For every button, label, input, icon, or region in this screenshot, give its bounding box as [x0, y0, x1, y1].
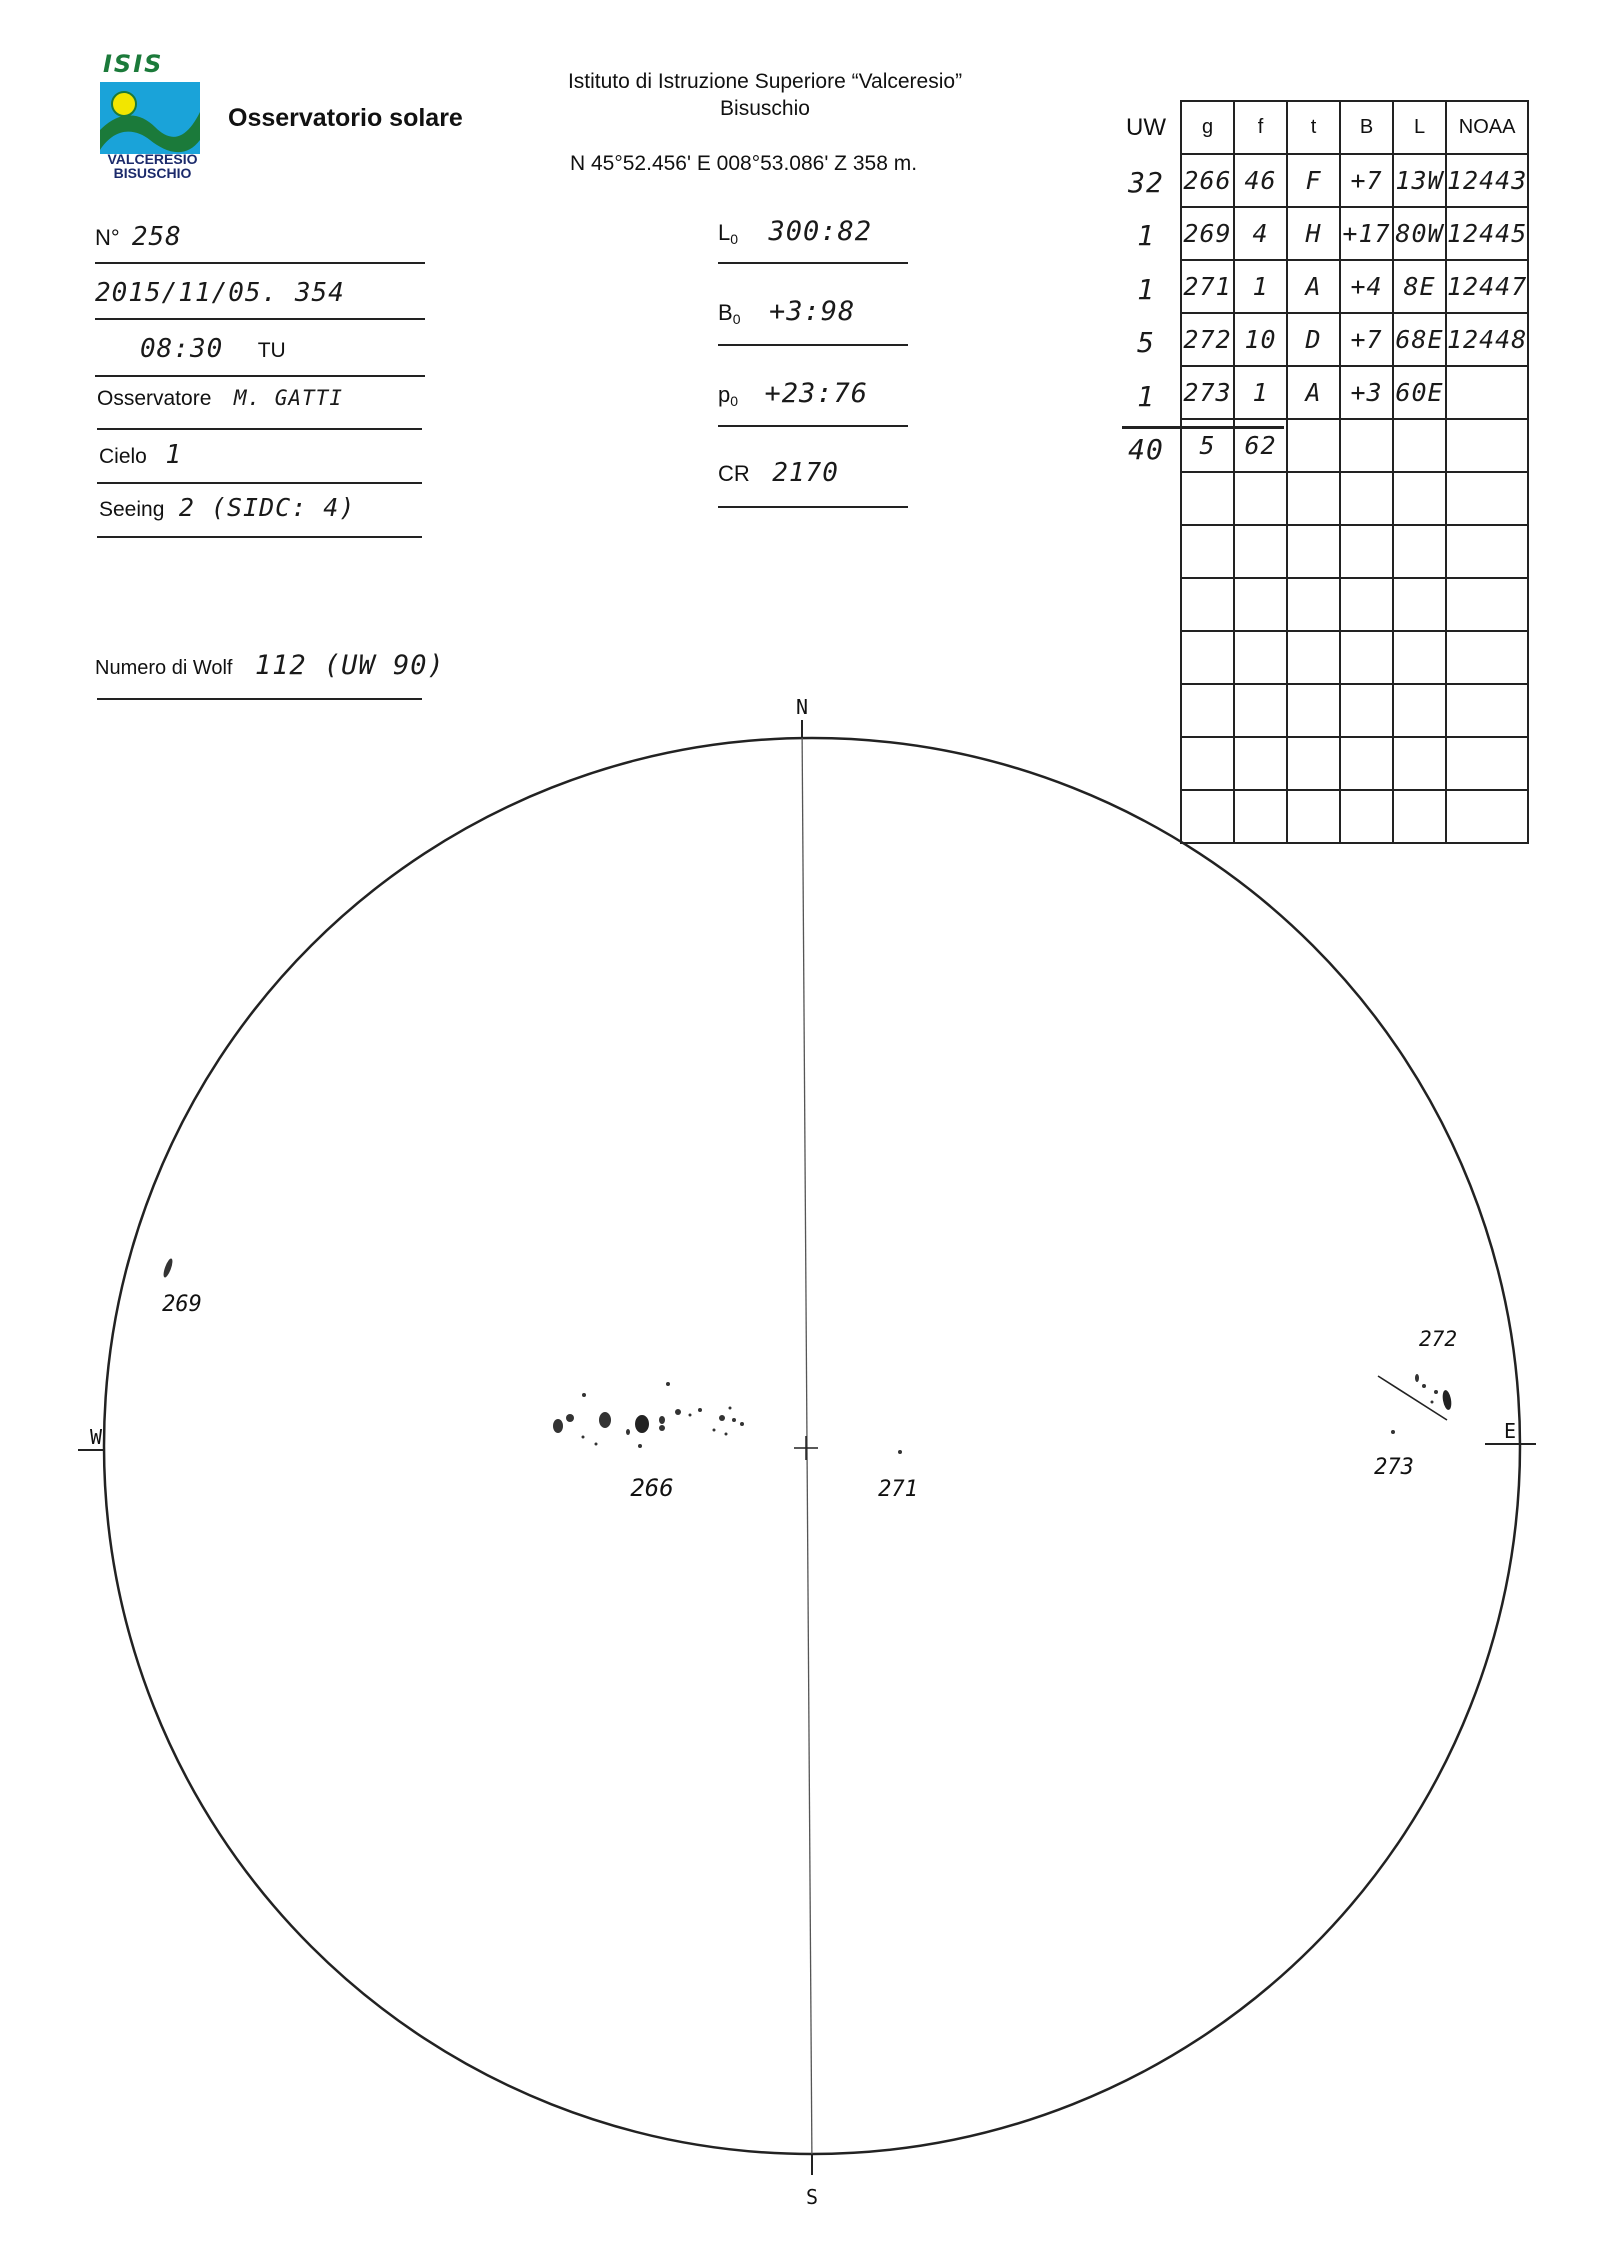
table-cell: 271 — [1181, 260, 1234, 313]
south-label: S — [805, 2185, 819, 2209]
table-cell: H — [1287, 207, 1340, 260]
p0-subscript: 0 — [730, 393, 739, 410]
sunspot-group-272 — [1415, 1374, 1453, 1411]
p0-label: p — [718, 382, 731, 407]
table-cell: 12447 — [1446, 260, 1528, 313]
p0-value: +23:76 — [764, 378, 869, 409]
l0-label: L — [718, 220, 731, 245]
observer-label: Osservatore — [97, 387, 212, 410]
group-label-269: 269 — [162, 1292, 202, 1317]
table-cell: 269 — [1181, 207, 1234, 260]
sunspot-group-271 — [898, 1450, 902, 1454]
east-label: E — [1503, 1419, 1517, 1443]
l0-subscript: 0 — [730, 231, 739, 248]
seeing-value: 2 (SIDC: 4) — [178, 493, 356, 522]
table-cell: A — [1287, 366, 1340, 419]
table-cell: 266 — [1181, 154, 1234, 207]
header-cell-g: g — [1181, 101, 1234, 154]
logo-caption-line-1: VALCERESIO — [107, 151, 198, 167]
table-cell: 46 — [1234, 154, 1287, 207]
table-cell: 12448 — [1446, 313, 1528, 366]
table-cell: 60E — [1393, 366, 1446, 419]
sky-label: Cielo — [99, 445, 147, 468]
observation-date: 2015/11/05. 354 — [95, 278, 345, 308]
observatory-title: Osservatorio solare — [228, 104, 463, 132]
table-cell: D — [1287, 313, 1340, 366]
central-meridian-line — [802, 720, 812, 2170]
table-cell: 272 — [1181, 313, 1234, 366]
header-cell-t: t — [1287, 101, 1340, 154]
table-cell: 1 — [1234, 366, 1287, 419]
table-cell: 8E — [1393, 260, 1446, 313]
table-cell: 10 — [1234, 313, 1287, 366]
table-cell: 68E — [1393, 313, 1446, 366]
uw-value: 1 — [1137, 272, 1155, 306]
group-label-271: 271 — [878, 1477, 918, 1502]
l0-value: 300:82 — [768, 216, 873, 247]
table-cell: +7 — [1340, 154, 1393, 207]
observer-value: M. GATTI — [233, 386, 343, 410]
b0-label: B — [718, 300, 733, 325]
observation-time-unit: TU — [257, 339, 286, 362]
seeing-label: Seeing — [99, 498, 165, 521]
group-272-axis-line — [1378, 1376, 1447, 1420]
solar-limb — [104, 738, 1520, 2154]
table-cell: 273 — [1181, 366, 1234, 419]
header-cell-f: f — [1234, 101, 1287, 154]
logo-wordmark: ISIS — [103, 50, 164, 78]
north-label: N — [795, 695, 809, 719]
wolf-number-label: Numero di Wolf — [95, 657, 233, 679]
uw-value: 5 — [1137, 326, 1155, 359]
table-cell: A — [1287, 260, 1340, 313]
b0-subscript: 0 — [732, 311, 741, 328]
table-cell: 4 — [1234, 207, 1287, 260]
group-label-266: 266 — [630, 1474, 674, 1502]
header-cell-noaa: NOAA — [1446, 101, 1528, 154]
table-cell: 80W — [1393, 207, 1446, 260]
carrington-rotation-value: 2170 — [772, 458, 839, 488]
uw-value: 1 — [1137, 219, 1155, 252]
table-cell: +7 — [1340, 313, 1393, 366]
school-name-line-2: Bisuschio — [720, 97, 810, 120]
logo-caption-line-2: BISUSCHIO — [113, 165, 192, 181]
table-cell: 1 — [1234, 260, 1287, 313]
table-cell: +17 — [1340, 207, 1393, 260]
west-label: W — [89, 1425, 103, 1449]
table-cell: +3 — [1340, 366, 1393, 419]
sunspot-group-266 — [553, 1382, 744, 1448]
table-cell: 12443 — [1446, 154, 1528, 207]
station-coordinates: N 45°52.456' E 008°53.086' Z 358 m. — [570, 152, 918, 175]
group-label-272: 272 — [1419, 1327, 1457, 1351]
sunspot-group-269 — [162, 1258, 174, 1279]
table-cell: 62 — [1234, 419, 1287, 472]
report-number-value: 258 — [131, 222, 182, 252]
uw-value: 1 — [1137, 379, 1155, 413]
uw-value: 32 — [1128, 165, 1164, 199]
header-cell-b: B — [1340, 101, 1393, 154]
uw-header: UW — [1126, 114, 1166, 141]
group-label-273: 273 — [1374, 1455, 1414, 1480]
table-cell: 13W — [1393, 154, 1446, 207]
b0-value: +3:98 — [768, 296, 856, 327]
sunspot-group-273 — [1391, 1430, 1395, 1434]
header-cell-l: L — [1393, 101, 1446, 154]
uw-value: 40 — [1128, 433, 1164, 466]
report-number-label: N° — [95, 225, 120, 250]
school-name-line-1: Istituto di Istruzione Superiore “Valceresio” — [567, 70, 963, 93]
sky-value: 1 — [165, 440, 182, 470]
table-cell: F — [1287, 154, 1340, 207]
table-cell: 5 — [1181, 419, 1234, 472]
wolf-number-value: 112 (UW 90) — [254, 650, 445, 681]
observation-time-value: 08:30 — [140, 334, 224, 364]
carrington-rotation-label: CR — [718, 461, 750, 486]
table-cell: 12445 — [1446, 207, 1528, 260]
table-cell: +4 — [1340, 260, 1393, 313]
